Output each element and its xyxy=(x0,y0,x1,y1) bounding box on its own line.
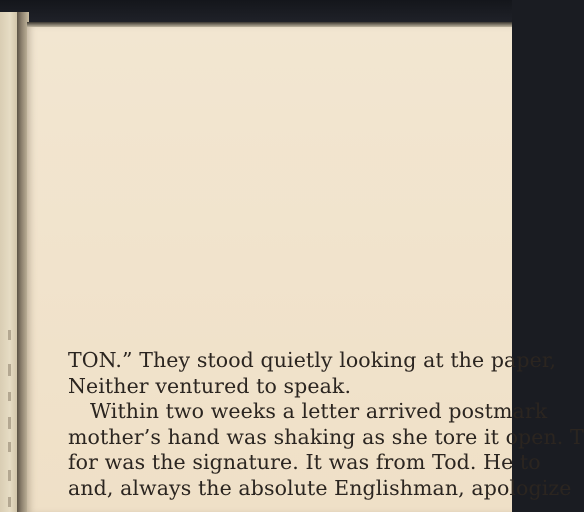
facing-page-edge xyxy=(0,12,18,512)
text-line: for was the signature. It was from Tod. He to xyxy=(68,450,541,474)
facing-page-mark xyxy=(8,364,11,376)
text-line: and, always the absolute Englishman, apologize xyxy=(68,475,572,500)
facing-page-mark xyxy=(8,417,11,429)
facing-page-mark xyxy=(8,470,11,481)
scan-background xyxy=(0,0,512,22)
paragraph-first-line: Within two weeks a letter arrived postmark xyxy=(90,399,548,423)
facing-page-mark xyxy=(8,392,11,401)
facing-page-mark xyxy=(8,442,11,452)
text-line: Neither ventured to speak. xyxy=(68,373,352,398)
facing-page-mark xyxy=(8,497,11,507)
text-line: mother’s hand was shaking as she tore it open. T xyxy=(68,424,584,449)
page-text xyxy=(68,348,584,501)
text-line: TON.” They stood quietly looking at the paper, xyxy=(68,348,557,372)
facing-page-mark xyxy=(8,330,11,340)
